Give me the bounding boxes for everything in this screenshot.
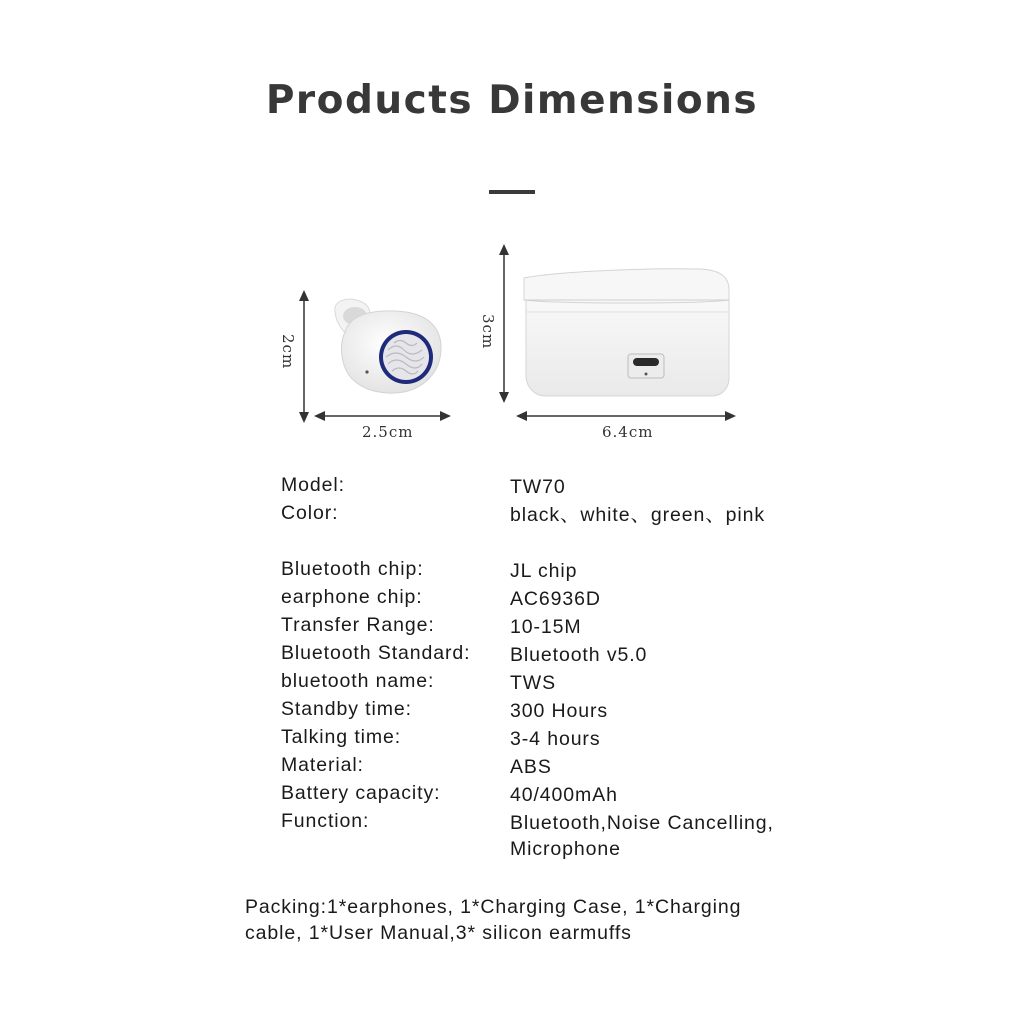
spec-label: Transfer Range: <box>281 614 435 636</box>
earphone-height-label: 2cm <box>279 334 297 370</box>
spec-label: Model: <box>281 474 345 496</box>
spec-label: Color: <box>281 502 339 524</box>
case-width-label: 6.4cm <box>602 423 654 441</box>
packing-list: Packing:1*earphones, 1*Charging Case, 1*Charging cable, 1*User Manual,3* silicon earmuffs <box>245 896 742 944</box>
spec-label: Bluetooth chip: <box>281 558 424 580</box>
earphone-image <box>335 299 441 393</box>
spec-row-standby-time <box>281 698 841 726</box>
spec-value: 10-15M <box>510 616 582 638</box>
earphone-width-label: 2.5cm <box>362 423 414 441</box>
spec-label: Function: <box>281 810 370 832</box>
spec-row-color <box>281 502 841 530</box>
earphone-height-arrow <box>299 290 309 423</box>
spec-row-model <box>281 474 841 502</box>
spec-row-bluetooth-standard <box>281 642 841 670</box>
case-height-label: 3cm <box>479 314 497 350</box>
earphone-width-arrow <box>314 411 451 421</box>
spec-value: Bluetooth v5.0 <box>510 644 648 666</box>
spec-row-talking-time <box>281 726 841 754</box>
page-title: Products Dimensions <box>265 78 759 123</box>
spec-value: ABS <box>510 756 552 778</box>
spec-row-material <box>281 754 841 782</box>
spec-value: JL chip <box>510 560 578 582</box>
spec-row-bluetooth-chip <box>281 558 841 586</box>
charging-case-image <box>524 269 729 396</box>
spec-value: black、white、green、pink <box>510 504 765 526</box>
product-dimensions-figure <box>0 0 1024 460</box>
spec-label: Battery capacity: <box>281 782 441 804</box>
case-width-arrow <box>516 411 736 421</box>
spec-label: Material: <box>281 754 364 776</box>
spec-value: 300 Hours <box>510 700 609 722</box>
spec-row-transfer-range <box>281 614 841 642</box>
spec-value: Bluetooth,Noise Cancelling, Microphone <box>510 812 774 860</box>
spec-list <box>281 474 841 860</box>
spec-value: 40/400mAh <box>510 784 618 806</box>
spec-row-battery-capacity <box>281 782 841 810</box>
spec-row-earphone-chip <box>281 586 841 614</box>
spec-label: bluetooth name: <box>281 670 435 692</box>
spec-row-bluetooth-name <box>281 670 841 698</box>
case-height-arrow <box>499 244 509 403</box>
spec-value: TW70 <box>510 476 566 498</box>
spec-row-function <box>281 810 841 860</box>
spec-label: Talking time: <box>281 726 402 748</box>
spec-label: Bluetooth Standard: <box>281 642 471 664</box>
spec-label: Standby time: <box>281 698 412 720</box>
spec-value: AC6936D <box>510 588 601 610</box>
spec-value: 3-4 hours <box>510 728 601 750</box>
spec-label: earphone chip: <box>281 586 423 608</box>
spec-value: TWS <box>510 672 557 694</box>
